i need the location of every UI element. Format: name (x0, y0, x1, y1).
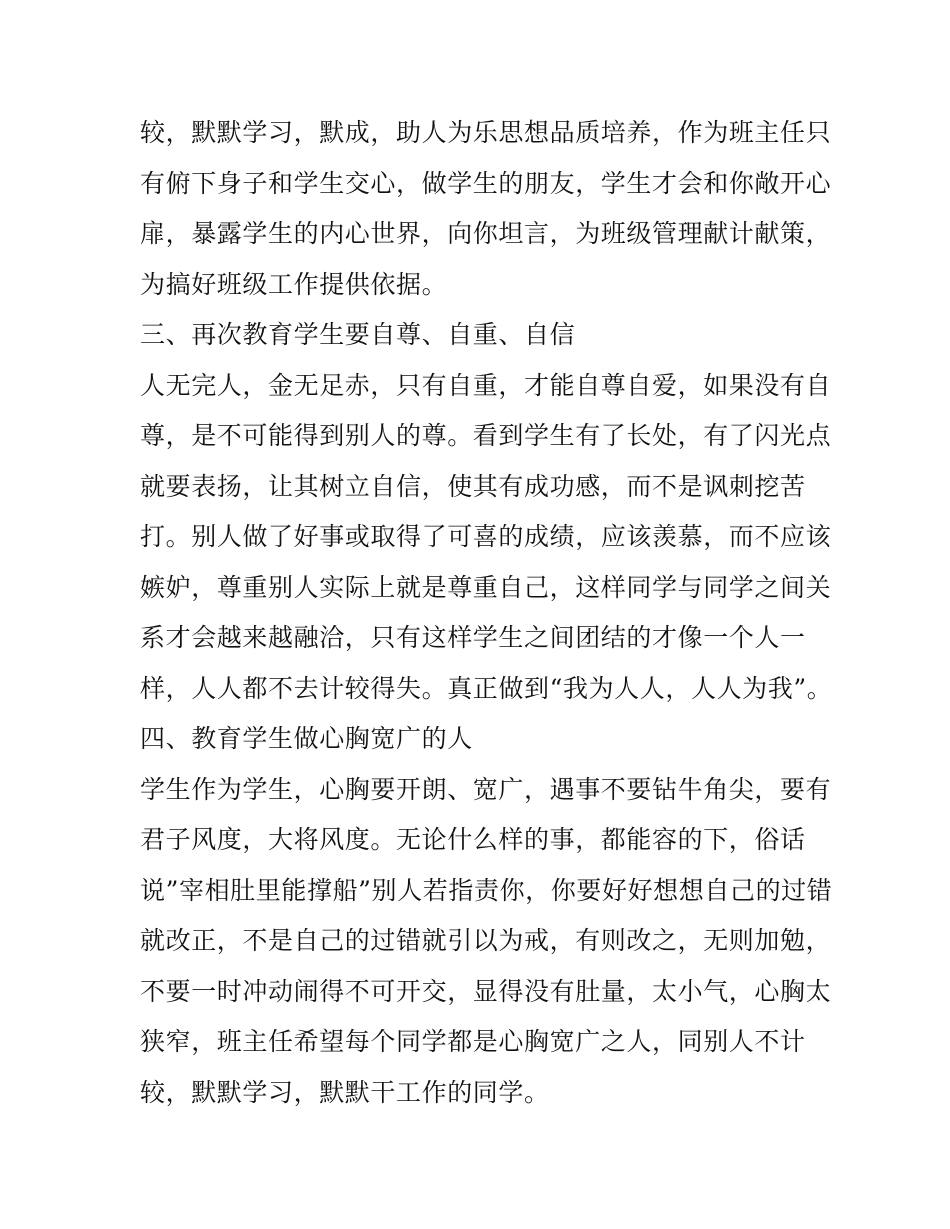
paragraph-line: 为搞好班级工作提供依据。 (140, 269, 448, 299)
document-body (140, 108, 833, 1118)
paragraph-line: 就改正，不是自己的过错就引以为戒，有则改之，无则加勉， (140, 926, 832, 955)
paragraph-line: 就要表扬，让其树立自信，使其有成功感，而不是讽刺挖苦 (140, 471, 806, 501)
paragraph-line: 尊，是不可能得到别人的尊。看到学生有了长处，有了闪光点 (140, 421, 832, 450)
section-heading: 三、再次教育学生要自尊、自重、自信 (140, 320, 576, 349)
paragraph-line: 君子风度，大将风度。无论什么样的事，都能容的下，俗话 (140, 825, 806, 854)
paragraph-line: 扉，暴露学生的内心世界，向你坦言，为班级管理献计献策， (140, 219, 832, 248)
paragraph-line: 嫉妒，尊重别人实际上就是尊重自己，这样同学与同学之间关 (140, 572, 832, 602)
paragraph-line: 有俯下身子和学生交心，做学生的朋友，学生才会和你敞开心 (140, 168, 832, 198)
paragraph-line: 较，默默学习，默默干工作的同学。 (140, 1077, 550, 1107)
paragraph-line: 说”宰相肚里能撑船”别人若指责你，你要好好想想自己的过错 (140, 875, 833, 905)
paragraph-line: 较，默默学习，默成，助人为乐思想品质培养，作为班主任只 (140, 118, 832, 147)
paragraph-line: 学生作为学生，心胸要开朗、宽广，遇事不要钻牛角尖，要有 (140, 774, 832, 804)
paragraph-line: 打。别人做了好事或取得了可喜的成绩，应该羡慕，而不应该 (140, 522, 832, 551)
paragraph-line: 不要一时冲动闹得不可开交，显得没有肚量，太小气，心胸太 (140, 976, 832, 1006)
paragraph-line: 样，人人都不去计较得失。真正做到“我为人人，人人为我”。 (140, 673, 833, 703)
paragraph-line: 系才会越来越融洽，只有这样学生之间团结的才像一个人一 (140, 623, 806, 652)
section-heading: 四、教育学生做心胸宽广的人 (140, 724, 473, 753)
paragraph-line: 人无完人，金无足赤，只有自重，才能自尊自爱，如果没有自 (140, 370, 832, 400)
paragraph-line: 狭窄，班主任希望每个同学都是心胸宽广之人，同别人不计 (140, 1027, 806, 1056)
